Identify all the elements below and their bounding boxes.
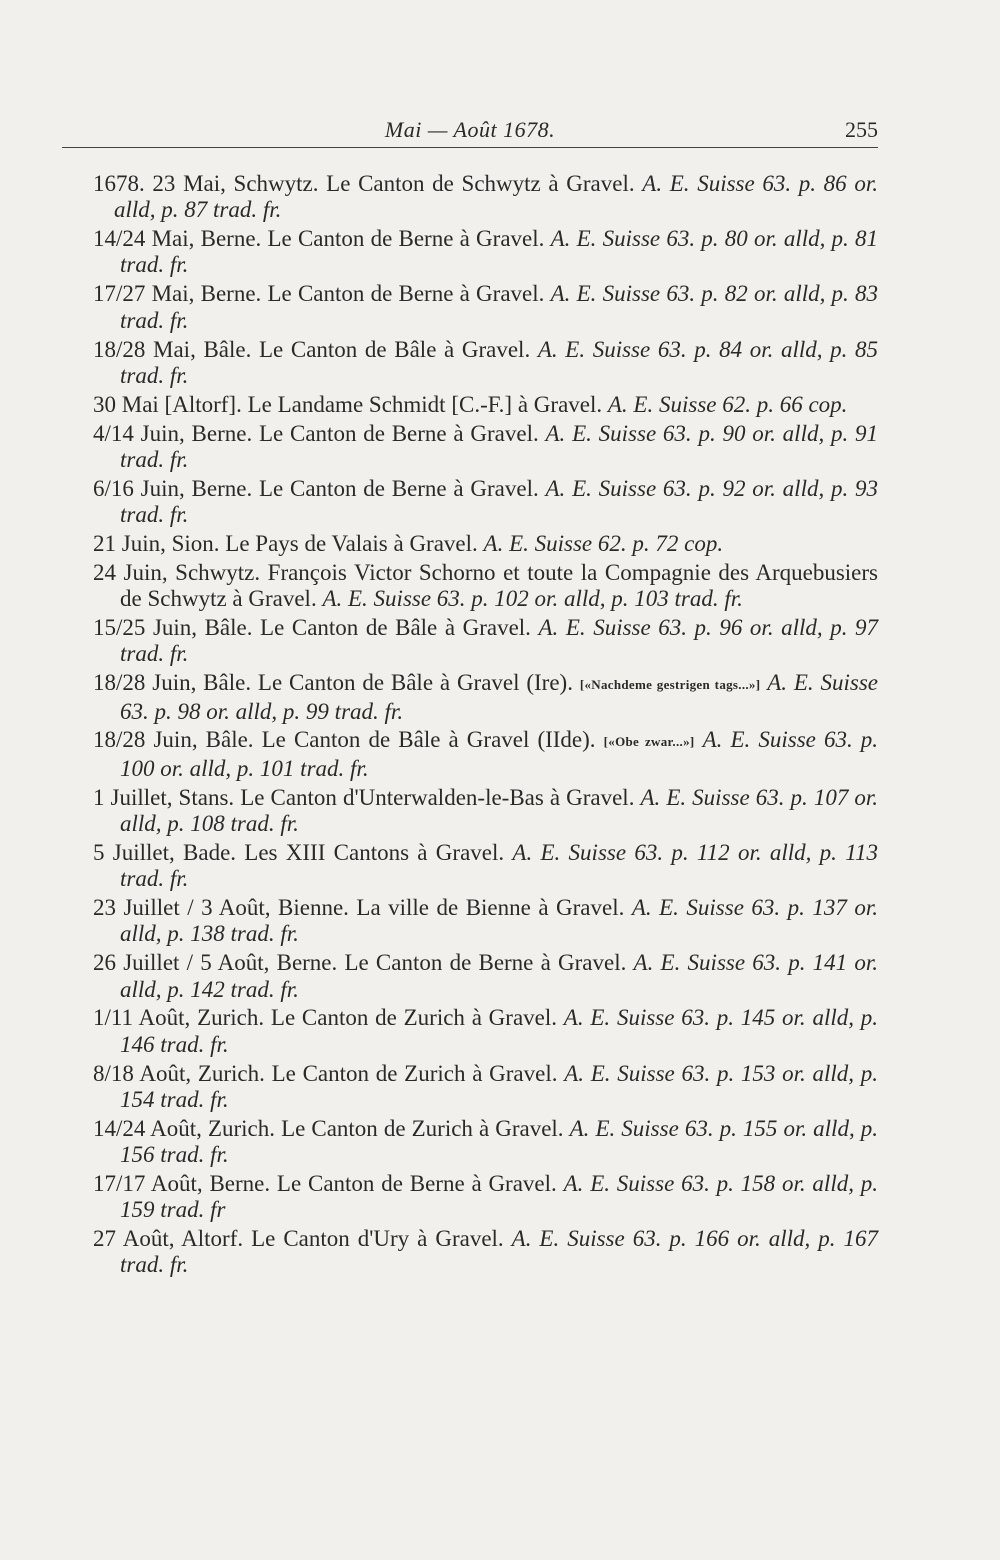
entry-incipit: [«Obe zwar...»] xyxy=(603,734,695,750)
entry xyxy=(72,171,878,224)
entry-lead: 24 Juin, Schwytz. François Victor Schorno et toute la Compagnie des Arquebusiers de Schwytz à Gravel. xyxy=(93,559,878,612)
entry-source: A. E. Suisse 63. p. 80 or. alld, p. 81 trad. fr. xyxy=(120,226,879,278)
entry xyxy=(72,281,878,334)
entry xyxy=(72,421,878,474)
entry-lead: 27 Août, Altorf. Le Canton d'Ury à Gravel. xyxy=(93,1226,504,1252)
entry-lead: 18/28 Juin, Bâle. Le Canton de Bâle à Gravel (IIde). xyxy=(93,727,596,753)
entry-lead: 17/27 Mai, Berne. Le Canton de Berne à Gravel. xyxy=(93,281,545,307)
entry xyxy=(72,226,878,279)
entry-lead: 1678. 23 Mai, Schwytz. Le Canton de Schwytz à Gravel. xyxy=(93,171,635,196)
entry xyxy=(72,560,878,613)
entry xyxy=(72,476,878,529)
page-header xyxy=(62,113,878,148)
entry-lead: 1 Juillet, Stans. Le Canton d'Unterwalden-le-Bas à Gravel. xyxy=(93,784,635,810)
entry-lead: 14/24 Août, Zurich. Le Canton de Zurich à Gravel. xyxy=(93,1115,564,1141)
entry-lead: 23 Juillet / 3 Août, Bienne. La ville de Bienne à Gravel. xyxy=(93,895,625,921)
entry xyxy=(72,950,878,1003)
entry-lead: 18/28 Mai, Bâle. Le Canton de Bâle à Gravel. xyxy=(93,336,531,362)
entry-lead: 21 Juin, Sion. Le Pays de Valais à Gravel. xyxy=(93,531,478,557)
entry-source: A. E. Suisse 63. p. 96 or. alld, p. 97 trad. fr. xyxy=(120,615,879,667)
entry-source: A. E. Suisse 63. p. 145 or. alld, p. 146 trad. fr. xyxy=(120,1005,879,1057)
entry-lead: 14/24 Mai, Berne. Le Canton de Berne à Gravel. xyxy=(93,226,545,252)
entry-lead: 15/25 Juin, Bâle. Le Canton de Bâle à Gravel. xyxy=(93,615,531,641)
entry-source: A. E. Suisse 63. p. 158 or. alld, p. 159 trad. fr xyxy=(120,1170,879,1223)
entry-lead: 17/17 Août, Berne. Le Canton de Berne à Gravel. xyxy=(93,1170,557,1196)
entry xyxy=(72,337,878,390)
entry xyxy=(72,895,878,948)
entry-source: A. E. Suisse 63. p. 102 or. alld, p. 103 trad. fr. xyxy=(322,586,743,612)
page-number: 255 xyxy=(845,117,878,142)
entry-lead: 4/14 Juin, Berne. Le Canton de Berne à Gravel. xyxy=(93,420,539,446)
entry-lead: 30 Mai [Altorf]. Le Landame Schmidt [C.-F.] à Gravel. xyxy=(93,391,603,417)
entry xyxy=(72,615,878,668)
entry-source: A. E. Suisse 63. p. 90 or. alld, p. 91 trad. fr. xyxy=(120,420,879,472)
entry xyxy=(72,392,878,418)
entry-source: A. E. Suisse 63. p. 107 or. alld, p. 108 trad. fr. xyxy=(120,784,879,836)
entry-source: A. E. Suisse 63. p. 141 or. alld, p. 142 trad. fr. xyxy=(120,950,879,1002)
entry-source: A. E. Suisse 63. p. 100 or. alld, p. 101 trad. fr. xyxy=(120,727,879,781)
entry-lead: 8/18 Août, Zurich. Le Canton de Zurich à Gravel. xyxy=(93,1060,558,1086)
entry xyxy=(72,1116,878,1169)
running-title: Mai — Août 1678. xyxy=(384,117,556,142)
entry-incipit: [«Nachdeme gestrigen tags...»] xyxy=(579,677,761,693)
entry-source: A. E. Suisse 62. p. 66 cop. xyxy=(607,391,848,417)
entry xyxy=(72,1005,878,1058)
entry-source: A. E. Suisse 63. p. 82 or. alld, p. 83 trad. fr. xyxy=(120,281,879,333)
entry-source: A. E. Suisse 63. p. 84 or. alld, p. 85 trad. fr. xyxy=(120,336,879,388)
entry-source: A. E. Suisse 63. p. 155 or. alld, p. 156 trad. fr. xyxy=(120,1115,878,1168)
entry-source: A. E. Suisse 63. p. 86 or. alld, p. 87 trad. fr. xyxy=(114,171,878,223)
entry-source: A. E. Suisse 63. p. 98 or. alld, p. 99 trad. fr. xyxy=(120,670,879,724)
entry-source: A. E. Suisse 63. p. 112 or. alld, p. 113 trad. fr. xyxy=(120,839,878,892)
entry-lead: 1/11 Août, Zurich. Le Canton de Zurich à Gravel. xyxy=(93,1005,558,1031)
calendar-entries xyxy=(72,171,878,1281)
entry xyxy=(72,1226,878,1279)
entry-source: A. E. Suisse 63. p. 153 or. alld, p. 154 trad. fr. xyxy=(120,1060,879,1112)
entry xyxy=(72,1171,878,1224)
entry-source: A. E. Suisse 63. p. 92 or. alld, p. 93 trad. fr. xyxy=(120,475,879,528)
entry xyxy=(72,727,878,782)
entry xyxy=(72,531,878,557)
entry-source: A. E. Suisse 62. p. 72 cop. xyxy=(483,531,724,557)
entry xyxy=(72,670,878,725)
entry-lead: 26 Juillet / 5 Août, Berne. Le Canton de Berne à Gravel. xyxy=(93,950,627,976)
entry xyxy=(72,840,878,893)
entry-source: A. E. Suisse 63. p. 166 or. alld, p. 167 trad. fr. xyxy=(120,1226,878,1278)
entry xyxy=(72,785,878,838)
entry-lead: 18/28 Juin, Bâle. Le Canton de Bâle à Gravel (Ire). xyxy=(93,670,573,696)
entry-lead: 6/16 Juin, Berne. Le Canton de Berne à Gravel. xyxy=(93,475,539,501)
entry-source: A. E. Suisse 63. p. 137 or. alld, p. 138 trad. fr. xyxy=(120,895,878,947)
entry xyxy=(72,1061,878,1114)
entry-lead: 5 Juillet, Bade. Les XIII Cantons à Gravel. xyxy=(93,839,505,865)
